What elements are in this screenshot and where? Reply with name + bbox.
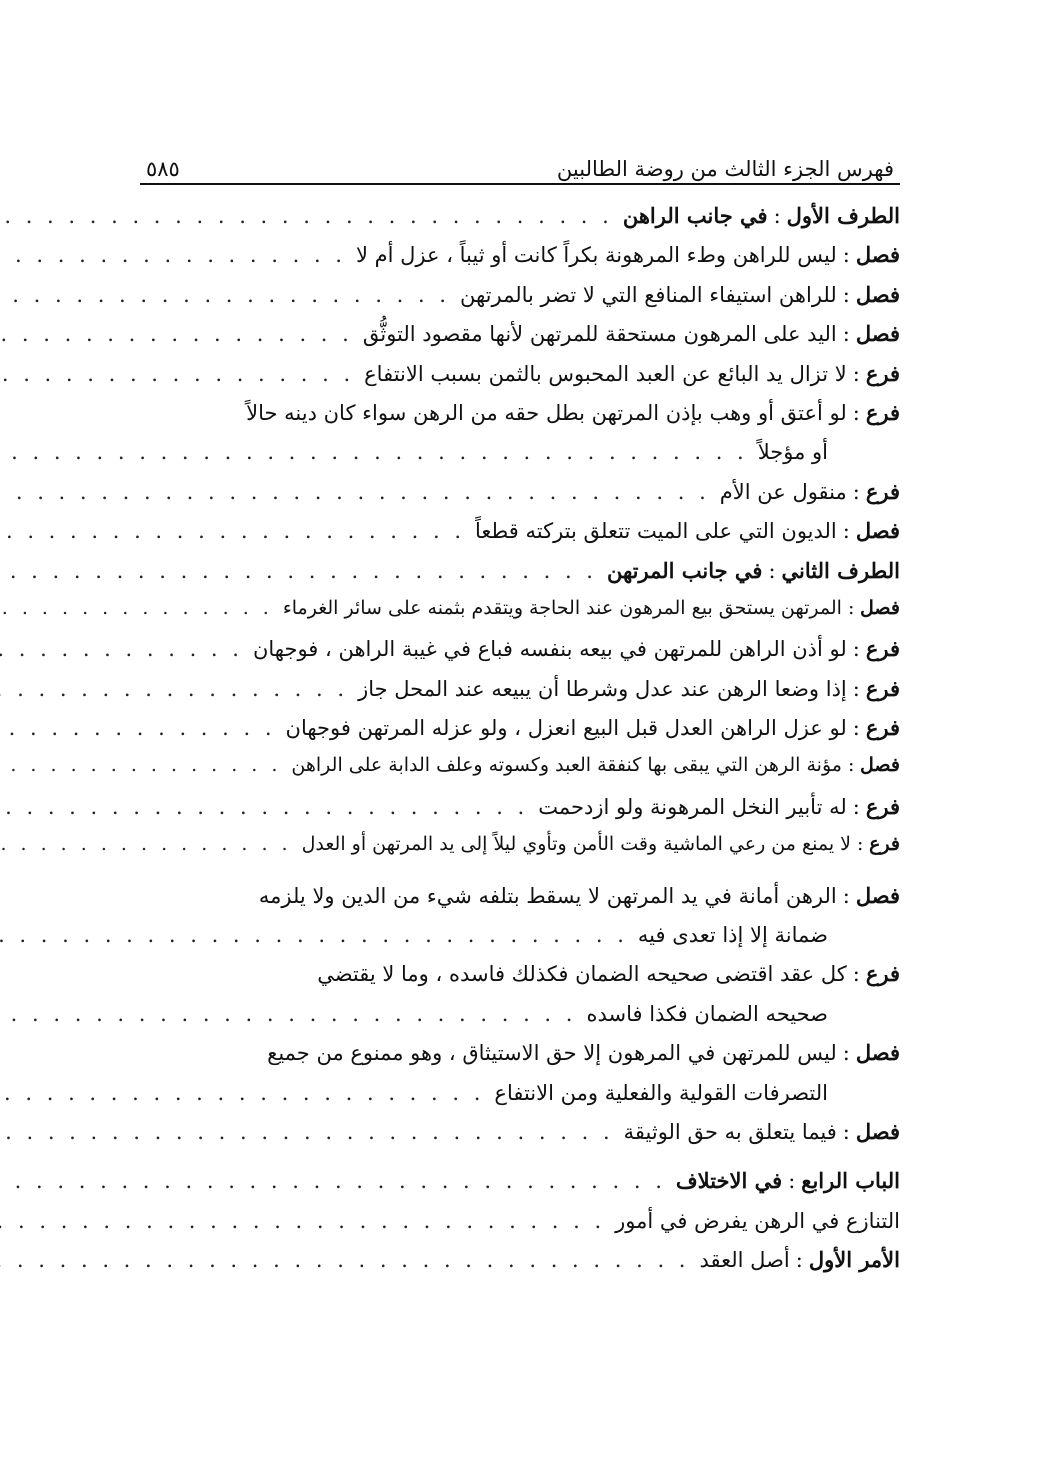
index-entry	[140, 636, 900, 675]
dot-leader	[0, 440, 748, 464]
entry-label: فصل	[855, 518, 900, 544]
entry-text: مؤنة الرهن التي يبقى بها كنفقة العبد وكسوته وعلف الدابة على الراهن	[291, 754, 842, 777]
entry-separator: :	[842, 243, 850, 268]
dot-leader	[0, 204, 613, 228]
dot-leader	[0, 1120, 614, 1144]
index-entry	[140, 676, 900, 715]
entry-label: الطرف الأول	[786, 203, 900, 228]
entry-label: فصل	[855, 882, 900, 908]
entry-separator: :	[852, 479, 860, 504]
entry-label: فرع	[865, 399, 900, 425]
entry-text: أو مؤجلاً	[757, 440, 828, 465]
index-entry	[140, 1001, 900, 1040]
dot-leader	[0, 1209, 605, 1233]
entry-separator: :	[773, 204, 781, 228]
entry-separator: :	[768, 558, 776, 583]
dot-leader	[0, 754, 281, 776]
entry-label: فرع	[865, 961, 900, 987]
index-entry	[140, 1040, 900, 1079]
index-entry	[140, 1168, 900, 1207]
entry-text: إذا وضعا الرهن عند عدل وشرطا أن يبيعه عند المحل جاز	[358, 676, 847, 701]
entry-separator: :	[842, 1119, 850, 1144]
dot-leader	[0, 795, 528, 819]
entry-text: في جانب الراهن	[622, 203, 768, 228]
entry-separator: :	[842, 519, 850, 544]
entry-text: في جانب المرتهن	[606, 557, 763, 583]
dot-leader	[0, 923, 628, 947]
entry-label: فصل	[855, 321, 900, 347]
dot-leader	[0, 716, 276, 740]
dot-leader	[0, 1169, 666, 1193]
index-page	[140, 145, 900, 1287]
entry-text: صحيحه الضمان فكذا فاسده	[586, 1001, 828, 1026]
entry-separator: :	[842, 883, 850, 908]
entry-separator: :	[788, 1169, 796, 1194]
entry-text: ضمانة إلا إذا تعدى فيه	[637, 923, 828, 948]
index-entry	[140, 833, 900, 872]
index-entry	[140, 1080, 900, 1119]
entry-separator: :	[852, 361, 860, 386]
index-entry	[140, 1247, 900, 1286]
entry-separator: :	[842, 282, 850, 307]
dot-leader	[0, 243, 346, 267]
entry-separator: :	[852, 794, 860, 819]
index-entry	[140, 518, 900, 557]
entry-text: كل عقد اقتضى صحيحه الضمان فكذلك فاسده ، وما لا يقتضي	[317, 962, 847, 987]
index-entry	[140, 597, 900, 636]
index-entry	[140, 321, 900, 360]
dot-leader	[0, 480, 710, 504]
entry-separator: :	[852, 676, 860, 701]
entry-text: فيما يتعلق به حق الوثيقة	[623, 1119, 837, 1144]
entry-text: ليس للراهن وطء المرهونة بكراً كانت أو ثيباً ، عزل أم لا	[355, 243, 837, 268]
index-entry	[140, 883, 900, 922]
entry-text: للراهن استيفاء المنافع التي لا تضر بالمرتهن	[459, 282, 837, 307]
entry-separator: :	[852, 962, 860, 987]
entry-text: في الاختلاف	[675, 1168, 783, 1194]
dot-leader	[0, 637, 243, 661]
entry-text: لو أذن الراهن للمرتهن في بيعه بنفسه فباع في غيبة الراهن ، فوجهان	[252, 637, 847, 662]
entry-text: التصرفات القولية والفعلية ومن الانتفاع	[494, 1080, 828, 1105]
entry-separator: :	[842, 1041, 850, 1066]
dot-leader	[0, 1248, 689, 1272]
entry-label: فرع	[865, 360, 900, 386]
index-entry	[140, 203, 900, 242]
entry-text: الرهن أمانة في يد المرتهن لا يسقط بتلفه شيء من الدين ولا يلزمه	[258, 883, 837, 908]
entry-label: الطرف الثاني	[781, 557, 900, 583]
entry-separator: :	[852, 400, 860, 425]
index-entry	[140, 361, 900, 400]
entry-label: فرع	[865, 675, 900, 701]
entry-label: الأمر الأول	[808, 1247, 900, 1273]
index-entry	[140, 922, 900, 961]
dot-leader	[0, 283, 450, 307]
entry-label: فصل	[855, 281, 900, 307]
entry-text: لا يمنع من رعي الماشية وقت الأمن وتأوي ليلاً إلى يد المرتهن أو العدل	[301, 833, 851, 856]
index-entry	[140, 282, 900, 321]
entry-label: الباب الرابع	[801, 1168, 900, 1194]
entry-separator: :	[847, 754, 855, 777]
entry-text: التنازع في الرهن يفرض في أمور	[615, 1208, 900, 1233]
entry-text: له تأبير النخل المرهونة ولو ازدحمت	[538, 794, 847, 819]
entry-text: الديون التي على الميت تتعلق بتركته قطعاً	[475, 519, 837, 544]
dot-leader	[0, 597, 273, 619]
entry-separator: :	[852, 716, 860, 741]
entry-text: اليد على المرهون مستحقة للمرتهن لأنها مقصود التوثُّق	[362, 322, 837, 347]
entry-text: ليس للمرتهن في المرهون إلا حق الاستيثاق ، وهو ممنوع من جميع	[267, 1041, 837, 1066]
index-entry	[140, 794, 900, 833]
entry-separator: :	[852, 637, 860, 662]
entry-text: لا تزال يد البائع عن العبد المحبوس بالثمن بسبب الانتفاع	[364, 361, 847, 386]
index-entry	[140, 439, 900, 478]
entry-separator: :	[847, 596, 855, 619]
dot-leader	[0, 519, 465, 543]
entry-label: فرع	[865, 636, 900, 662]
entry-text: لو أعتق أو وهب بإذن المرتهن بطل حقه من الرهن سواء كان دينه حالاً	[246, 400, 847, 425]
entry-text: أصل العقد	[699, 1248, 790, 1273]
entry-label: فصل	[860, 596, 900, 619]
page-header	[140, 145, 900, 185]
header-title: فهرس الجزء الثالث من روضة الطالبين	[556, 157, 894, 181]
entry-label: فرع	[869, 833, 900, 856]
entry-text: المرتهن يستحق بيع المرهون عند الحاجة ويتقدم بثمنه على سائر الغرماء	[282, 596, 842, 619]
entry-text: لو عزل الراهن العدل قبل البيع انعزل ، ولو عزله المرتهن فوجهان	[285, 716, 847, 741]
entry-separator: :	[856, 833, 864, 856]
entry-label: فرع	[865, 793, 900, 819]
dot-leader	[0, 362, 354, 386]
index-entry	[140, 715, 900, 754]
index-entry	[140, 1208, 900, 1247]
entry-label: فصل	[855, 1118, 900, 1144]
entry-label: فصل	[855, 1040, 900, 1066]
dot-leader	[0, 1081, 484, 1105]
index-entries	[140, 203, 900, 1287]
index-entry	[140, 400, 900, 439]
entry-label: فصل	[860, 754, 900, 777]
entry-label: فصل	[855, 242, 900, 268]
entry-text: منقول عن الأم	[719, 479, 847, 504]
entry-separator: :	[842, 322, 850, 347]
entry-separator: :	[795, 1248, 803, 1273]
index-entry	[140, 1119, 900, 1158]
dot-leader	[0, 677, 348, 701]
index-entry	[140, 242, 900, 281]
dot-leader	[0, 1002, 576, 1026]
dot-leader	[0, 833, 292, 855]
index-entry	[140, 754, 900, 793]
header-page-number: ٥٨٥	[146, 157, 180, 181]
index-entry	[140, 558, 900, 597]
dot-leader	[0, 559, 597, 583]
entry-label: فرع	[865, 715, 900, 741]
index-entry	[140, 479, 900, 518]
entry-label: فرع	[865, 478, 900, 504]
index-entry	[140, 961, 900, 1000]
dot-leader	[0, 322, 353, 346]
